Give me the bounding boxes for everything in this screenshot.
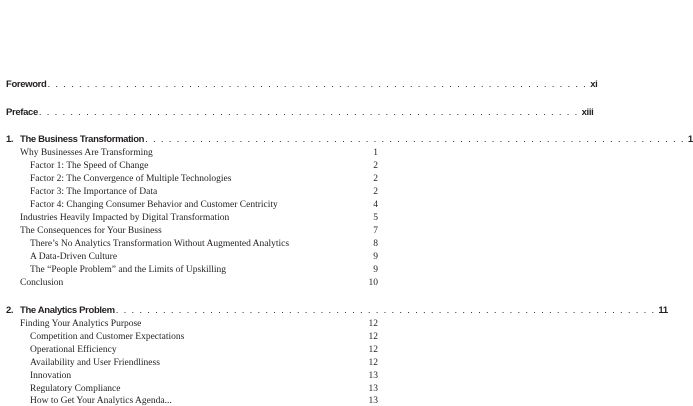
toc-subsection [30, 239, 378, 249]
section-title: Finding Your Analytics Purpose [20, 319, 142, 329]
section-title: Industries Heavily Impacted by Digital Transformation [20, 213, 230, 223]
subsection-title: There’s No Analytics Transformation Without Augmented Analytics [30, 239, 290, 249]
toc-subsection [30, 174, 378, 184]
subsection-title: Innovation [30, 371, 72, 381]
toc-entry-title: Preface [6, 107, 38, 118]
section-page: 10 [368, 278, 378, 288]
subsection-title: Factor 4: Changing Consumer Behavior and Customer Centricity [30, 200, 278, 210]
subsection-page: 2 [373, 161, 378, 171]
toc-subsection [30, 358, 378, 368]
toc-subsection [30, 332, 378, 342]
chapter-heading-2 [6, 305, 668, 316]
toc-subsection [30, 187, 378, 197]
section-page: 5 [373, 213, 378, 223]
toc-section [20, 148, 378, 158]
section-page: 7 [373, 226, 378, 236]
chapter-page: 1 [687, 134, 693, 145]
subsection-title: How to Get Your Analytics Agenda... [30, 396, 172, 406]
toc-subsection [30, 396, 378, 406]
dot-leader: . . . . . . . . . . . . . . . . . . . . . . . . . . . . . . . . . . . . . . . . . . . . . . . . . . . . . . . . . . . . . . . . . . . . . [38, 107, 579, 118]
subsection-title: The “People Problem” and the Limits of Upskilling [30, 265, 227, 275]
chapter-page: 11 [658, 305, 668, 316]
toc-entry-title: Foreword [6, 79, 47, 90]
subsection-title: A Data-Driven Culture [30, 252, 118, 262]
subsection-page: 13 [368, 371, 378, 381]
subsection-title: Regulatory Compliance [30, 384, 121, 394]
section-title: Why Businesses Are Transforming [20, 148, 153, 158]
subsection-page: 13 [368, 384, 378, 394]
subsection-page: 2 [373, 187, 378, 197]
subsection-title: Factor 3: The Importance of Data [30, 187, 158, 197]
section-title: Conclusion [20, 278, 64, 288]
toc-entry-foreword [6, 79, 598, 90]
subsection-page: 9 [373, 252, 378, 262]
subsection-title: Availability and User Friendliness [30, 358, 160, 368]
subsection-title: Competition and Customer Expectations [30, 332, 185, 342]
toc-section [20, 213, 378, 223]
subsection-page: 4 [373, 200, 378, 210]
chapter-title: The Business Transformation [20, 134, 145, 145]
toc-section [20, 226, 378, 236]
dot-leader: . . . . . . . . . . . . . . . . . . . . . . . . . . . . . . . . . . . . . . . . . . . . . . . . . . . . . . . . . . . . . . . . . . . . . [115, 305, 656, 316]
toc-subsection [30, 265, 378, 275]
subsection-title: Operational Efficiency [30, 345, 117, 355]
subsection-title: Factor 2: The Convergence of Multiple Technologies [30, 174, 232, 184]
subsection-title: Factor 1: The Speed of Change [30, 161, 149, 171]
chapter-number: 1. [6, 134, 14, 145]
dot-leader: . . . . . . . . . . . . . . . . . . . . . . . . . . . . . . . . . . . . . . . . . . . . . . . . . . . . . . . . . . . . . . . . . . . . . [47, 79, 588, 90]
toc-subsection [30, 345, 378, 355]
subsection-page: 8 [373, 239, 378, 249]
subsection-page: 12 [368, 332, 378, 342]
chapter-number: 2. [6, 305, 14, 316]
section-page: 1 [373, 148, 378, 158]
toc-subsection [30, 371, 378, 381]
section-page: 12 [368, 319, 378, 329]
toc-subsection [30, 384, 378, 394]
chapter-title: The Analytics Problem [20, 305, 115, 316]
toc-subsection [30, 252, 378, 262]
section-title: The Consequences for Your Business [20, 226, 162, 236]
toc-section [20, 278, 378, 288]
toc-section [20, 319, 378, 329]
subsection-page: 13 [368, 396, 378, 406]
toc-entry-page: xi [590, 79, 598, 90]
subsection-page: 2 [373, 174, 378, 184]
toc-entry-preface [6, 107, 594, 118]
subsection-page: 12 [368, 345, 378, 355]
subsection-page: 9 [373, 265, 378, 275]
toc-subsection [30, 200, 378, 210]
toc-entry-page: xiii [581, 107, 594, 118]
toc-subsection [30, 161, 378, 171]
subsection-page: 12 [368, 358, 378, 368]
dot-leader: . . . . . . . . . . . . . . . . . . . . . . . . . . . . . . . . . . . . . . . . . . . . . . . . . . . . . . . . . . . . . . . . . . . . . [145, 134, 685, 145]
chapter-heading-1 [6, 134, 693, 145]
